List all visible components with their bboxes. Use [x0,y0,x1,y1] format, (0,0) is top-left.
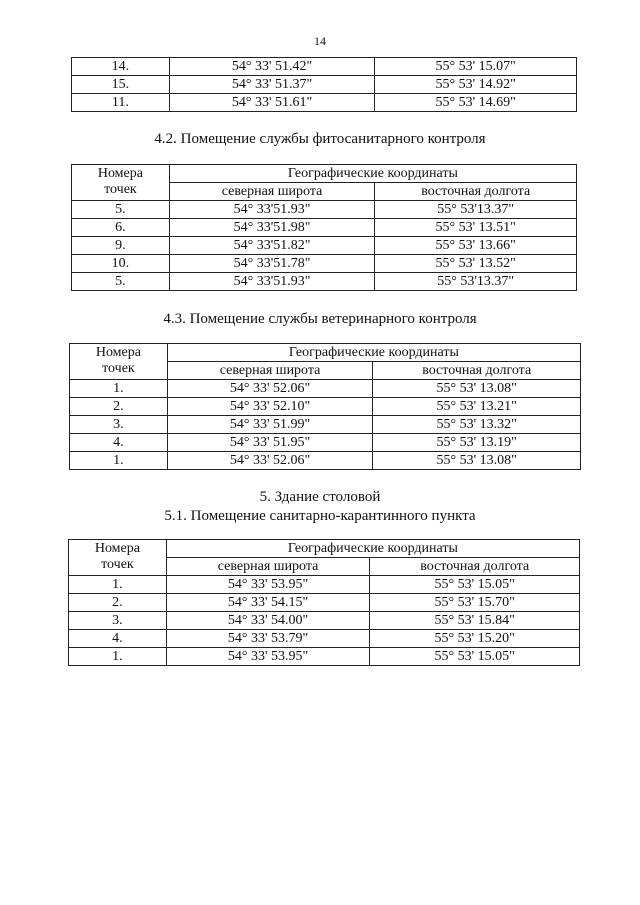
table-header-row [72,165,577,183]
latitude-cell: 54° 33'51.93" [169,273,375,291]
longitude-cell: 55° 53'13.37" [375,273,577,291]
longitude-cell: 55° 53' 14.69" [375,94,577,112]
section-title-4-2: 4.2. Помещение службы фитосанитарного контроля [154,131,486,147]
longitude-header: восточная долгота [375,183,577,201]
table-row [70,380,581,398]
coordinates-header: Географические координаты [167,344,580,362]
point-number-header-bottom: точек [102,361,135,376]
latitude-header: северная широта [166,558,370,576]
table-row [70,416,581,434]
point-number: 9. [72,237,170,255]
latitude-header: северная широта [167,362,373,380]
longitude-cell: 55° 53' 13.52" [375,255,577,273]
point-number: 11. [72,94,170,112]
longitude-cell: 55° 53' 15.07" [375,58,577,76]
point-number: 1. [69,576,167,594]
table-row [70,398,581,416]
point-number: 4. [69,630,167,648]
latitude-cell: 54° 33' 51.95" [167,434,373,452]
point-number: 1. [70,380,168,398]
table-row [69,594,580,612]
table-row [70,434,581,452]
longitude-cell: 55° 53' 13.66" [375,237,577,255]
point-number-header-bottom: точек [104,182,137,197]
point-number: 5. [72,201,170,219]
point-number: 1. [70,452,168,470]
table-row [70,452,581,470]
point-number-header-top: Номера [97,166,143,181]
latitude-cell: 54° 33' 52.06" [167,380,373,398]
longitude-cell: 55° 53' 15.05" [370,576,580,594]
table-row [72,273,577,291]
point-number-header [70,344,168,380]
coordinates-header: Географические координаты [169,165,576,183]
point-number: 5. [72,273,170,291]
latitude-cell: 54° 33' 52.10" [167,398,373,416]
point-number: 4. [70,434,168,452]
point-number-header-top: Номера [95,345,141,360]
longitude-cell: 55° 53' 15.20" [370,630,580,648]
longitude-header: восточная долгота [370,558,580,576]
latitude-cell: 54° 33' 54.00" [166,612,370,630]
table-row [72,255,577,273]
longitude-cell: 55° 53' 15.05" [370,648,580,666]
latitude-cell: 54° 33' 53.95" [166,576,370,594]
latitude-cell: 54° 33'51.98" [169,219,375,237]
section-title-5: 5. Здание столовой [259,489,381,505]
table-row [69,630,580,648]
latitude-cell: 54° 33'51.93" [169,201,375,219]
point-number: 1. [69,648,167,666]
longitude-cell: 55° 53' 13.08" [373,380,581,398]
point-number-header-top: Номера [94,541,140,556]
longitude-header: восточная долгота [373,362,581,380]
latitude-cell: 54° 33' 53.79" [166,630,370,648]
latitude-cell: 54° 33' 51.61" [169,94,375,112]
longitude-cell: 55° 53' 14.92" [375,76,577,94]
point-number: 3. [70,416,168,434]
point-number: 2. [69,594,167,612]
longitude-cell: 55° 53' 13.51" [375,219,577,237]
latitude-cell: 54° 33'51.78" [169,255,375,273]
table-row [72,219,577,237]
section-title-4-3: 4.3. Помещение службы ветеринарного контроля [163,311,477,327]
table-row [69,648,580,666]
longitude-cell: 55° 53' 13.21" [373,398,581,416]
table-row [72,76,577,94]
point-number: 10. [72,255,170,273]
table-row [72,58,577,76]
longitude-cell: 55° 53' 13.08" [373,452,581,470]
coordinates-header: Географические координаты [166,540,579,558]
longitude-cell: 55° 53' 13.19" [373,434,581,452]
table-header-row [69,540,580,558]
point-number: 14. [72,58,170,76]
table-row [72,237,577,255]
longitude-cell: 55° 53' 15.84" [370,612,580,630]
table-row [69,576,580,594]
coordinates-table-continued [71,57,577,112]
table-row [69,612,580,630]
point-number-header-bottom: точек [101,557,134,572]
latitude-cell: 54° 33' 51.42" [169,58,375,76]
coordinates-table-4-2 [71,164,577,291]
page-number: 14 [314,34,326,48]
longitude-cell: 55° 53'13.37" [375,201,577,219]
latitude-header: северная широта [169,183,375,201]
latitude-cell: 54° 33' 52.06" [167,452,373,470]
table-row [72,94,577,112]
latitude-cell: 54° 33' 53.95" [166,648,370,666]
point-number-header [72,165,170,201]
point-number: 15. [72,76,170,94]
point-number-header [69,540,167,576]
latitude-cell: 54° 33' 54.15" [166,594,370,612]
coordinates-table-5-1 [68,539,580,666]
latitude-cell: 54° 33' 51.37" [169,76,375,94]
point-number: 3. [69,612,167,630]
point-number: 6. [72,219,170,237]
point-number: 2. [70,398,168,416]
longitude-cell: 55° 53' 13.32" [373,416,581,434]
table-row [72,201,577,219]
section-title-5-1: 5.1. Помещение санитарно-карантинного пункта [164,508,476,524]
coordinates-table-4-3 [69,343,581,470]
longitude-cell: 55° 53' 15.70" [370,594,580,612]
latitude-cell: 54° 33'51.82" [169,237,375,255]
table-header-row [70,344,581,362]
latitude-cell: 54° 33' 51.99" [167,416,373,434]
